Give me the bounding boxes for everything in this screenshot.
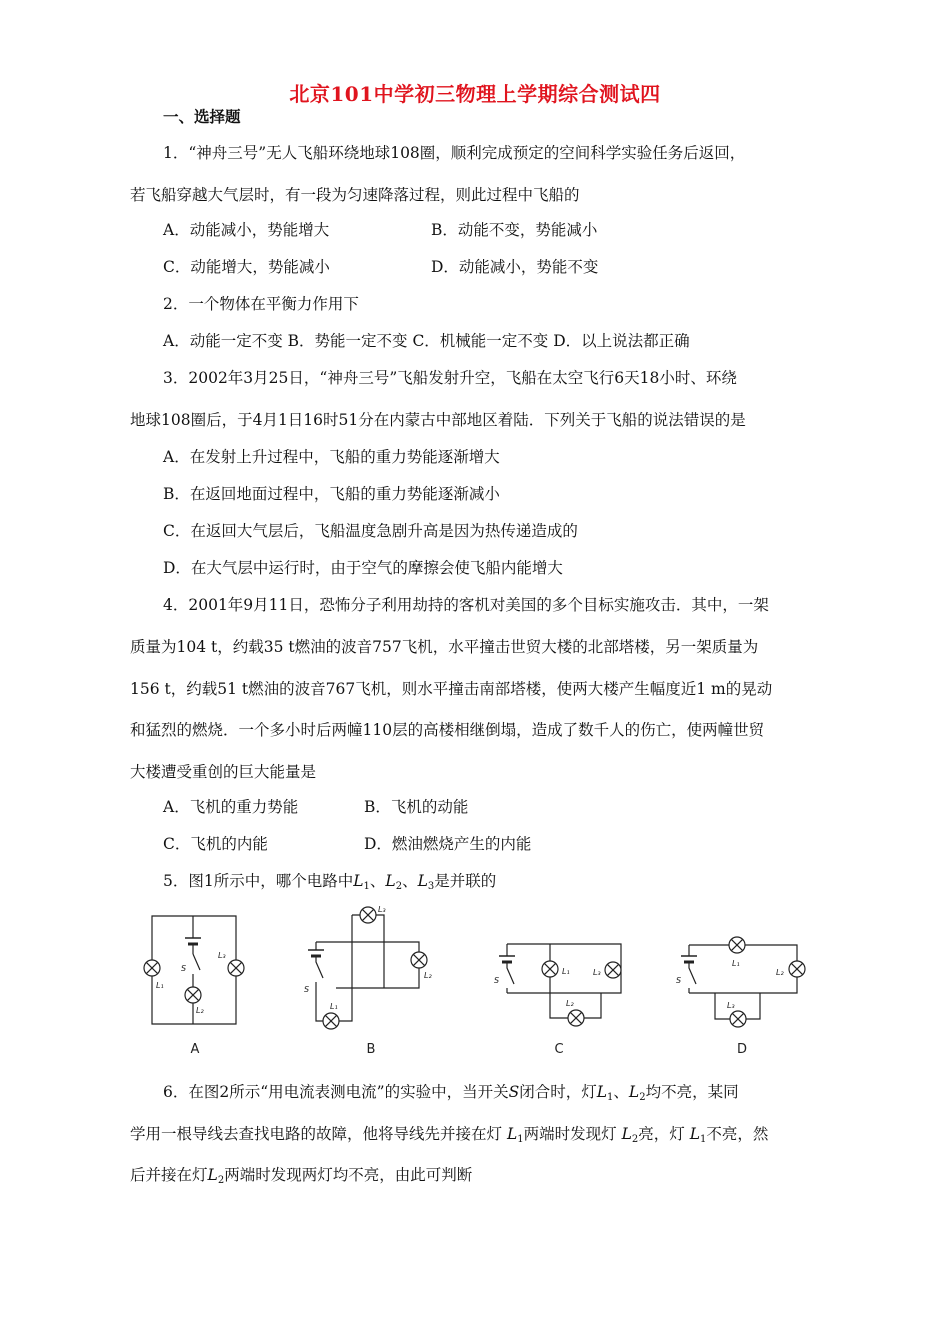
circuit-b (308, 907, 427, 1029)
q6-text-2d: 不亮，然 (706, 1125, 769, 1143)
q6-text-1a: 6．在图2所示“用电流表测电流”的实验中，当开关 (163, 1083, 509, 1101)
label-c-l3: L₃ (593, 968, 601, 977)
q6-lamp-l2-c: L (207, 1166, 218, 1184)
q5-line1 (163, 870, 853, 892)
q6-text-1d: 均不亮，某同 (645, 1083, 739, 1101)
q6-text-3a: 后并接在灯 (130, 1166, 208, 1184)
q5-sub2: 2 (395, 881, 403, 892)
q3-line2: 地球108圈后，于4月1日16时51分在内蒙古中部地区着陆．下列关于飞船的说法错误的是 (130, 411, 746, 429)
q6-line3 (130, 1164, 820, 1186)
label-d-l2: L₂ (776, 968, 784, 977)
q3-option-c: C．在返回大气层后，飞船温度急剧升高是因为热传递造成的 (163, 522, 578, 540)
q1-option-b: B．动能不变，势能减小 (431, 221, 598, 239)
q6-lamp-l1-a: L (596, 1083, 608, 1101)
q3-option-a: A．在发射上升过程中，飞船的重力势能逐渐增大 (163, 448, 500, 466)
label-c-l2: L₂ (566, 999, 574, 1008)
q4-line5: 大楼遭受重创的巨大能量是 (130, 763, 317, 781)
q6-sub-1b: 1 (517, 1134, 524, 1145)
q2-options: A．动能一定不变 B．势能一定不变 C．机械能一定不变 D．以上说法都正确 (163, 332, 690, 350)
q1-line1: 1．“神舟三号”无人飞船环绕地球108圈，顺利完成预定的空间科学实验任务后返回， (163, 144, 746, 162)
q4-line3: 156 t，约载51 t燃油的波音767飞机，则水平撞击南部塔楼，使两大楼产生幅度近1 m的晃动 (130, 680, 773, 698)
q6-text-2c: 亮，灯 (638, 1125, 685, 1143)
q5-l2: L (385, 872, 396, 890)
q1-line2: 若飞船穿越大气层时，有一段为匀速降落过程，则此过程中飞船的 (130, 186, 580, 204)
q4-option-d: D．燃油燃烧产生的内能 (364, 835, 532, 853)
figure-label-a: A (190, 1042, 200, 1057)
label-d-s: S (676, 976, 682, 985)
q5-sep2: 、 (402, 872, 418, 890)
label-c-l1: L₁ (562, 967, 570, 976)
q1-option-d: D．动能减小，势能不变 (431, 258, 599, 276)
label-d-l3: L₃ (727, 1001, 735, 1010)
q6-sub-1a: 1 (607, 1092, 614, 1103)
q4-line1: 4．2001年9月11日，恐怖分子利用劫持的客机对美国的多个目标实施攻击．其中，一架 (163, 596, 769, 614)
q1-option-a: A．动能减小，势能增大 (163, 221, 330, 239)
q4-option-c: C．飞机的内能 (163, 835, 268, 853)
q4-line4: 和猛烈的燃烧．一个多小时后两幢110层的高楼相继倒塌，造成了数千人的伤亡，使两幢世贸 (130, 721, 765, 739)
q6-text-1b: 闭合时，灯 (519, 1083, 597, 1101)
q3-line1: 3．2002年3月25日，“神舟三号”飞船发射升空，飞船在太空飞行6天18小时、环绕 (163, 369, 737, 387)
q6-lamp-l1-b: L (506, 1125, 518, 1143)
q5-suffix: 是并联的 (434, 872, 497, 890)
label-b-l1: L₁ (330, 1002, 338, 1011)
q5-l1: L (353, 872, 364, 890)
q6-line1 (163, 1081, 820, 1103)
q6-text-2a: 学用一根导线去查找电路的故障，他将导线先并接在灯 (130, 1125, 503, 1143)
label-a-l2: L₂ (196, 1006, 204, 1015)
q3-option-d: D．在大气层中运行时，由于空气的摩擦会使飞船内能增大 (163, 559, 563, 577)
circuit-a (144, 916, 244, 1024)
label-b-s: S (304, 985, 310, 994)
q4-option-a: A．飞机的重力势能 (163, 798, 299, 816)
q6-switch-s: S (508, 1083, 520, 1101)
q6-sub-2a: 2 (639, 1092, 646, 1103)
q6-lamp-l1-c: L (689, 1125, 700, 1143)
q1-option-c: C．动能增大，势能减小 (163, 258, 330, 276)
q6-sub-2b: 2 (631, 1134, 639, 1145)
figure-label-d: D (736, 1042, 748, 1057)
q6-lamp-l2-a: L (628, 1083, 640, 1101)
label-a-l1: L₁ (156, 981, 164, 990)
q5-sub3: 3 (427, 881, 435, 892)
q4-line2: 质量为104 t，约载35 t燃油的波音757飞机，水平撞击世贸大楼的北部塔楼，另一架质量为 (130, 638, 759, 656)
q6-text-2b: 两端时发现灯 (523, 1125, 617, 1143)
q6-text-1c: 、 (613, 1083, 629, 1101)
q3-option-b: B．在返回地面过程中，飞船的重力势能逐渐减小 (163, 485, 500, 503)
label-b-l2: L₂ (424, 971, 432, 980)
q5-sub1: 1 (363, 881, 370, 892)
label-a-l3: L₃ (218, 951, 226, 960)
label-c-s: S (494, 976, 500, 985)
q6-text-3b: 两端时发现两灯均不亮，由此可判断 (224, 1166, 473, 1184)
circuit-d (681, 937, 805, 1027)
q2-line1: 2．一个物体在平衡力作用下 (163, 295, 359, 313)
page-title: 北京101中学初三物理上学期综合测试四 (289, 82, 661, 106)
q6-sub-2c: 2 (217, 1175, 225, 1186)
label-d-l1: L₁ (732, 959, 740, 968)
q5-sep1: 、 (369, 872, 386, 890)
q6-lamp-l2-b: L (621, 1125, 632, 1143)
figure-label-b: B (366, 1042, 376, 1057)
label-b-l3: L₃ (378, 905, 386, 914)
circuit-c (499, 944, 621, 1026)
q5-l3: L (417, 872, 428, 890)
section-heading: 一、选择题 (163, 107, 241, 126)
label-a-s: S (181, 964, 187, 973)
q6-line2 (130, 1123, 820, 1145)
figure-1-circuits (0, 900, 950, 1065)
figure-label-c: C (554, 1042, 564, 1057)
q5-prefix: 5．图1所示中，哪个电路中 (163, 872, 354, 890)
q4-option-b: B．飞机的动能 (364, 798, 469, 816)
q6-sub-1c: 1 (700, 1134, 707, 1145)
